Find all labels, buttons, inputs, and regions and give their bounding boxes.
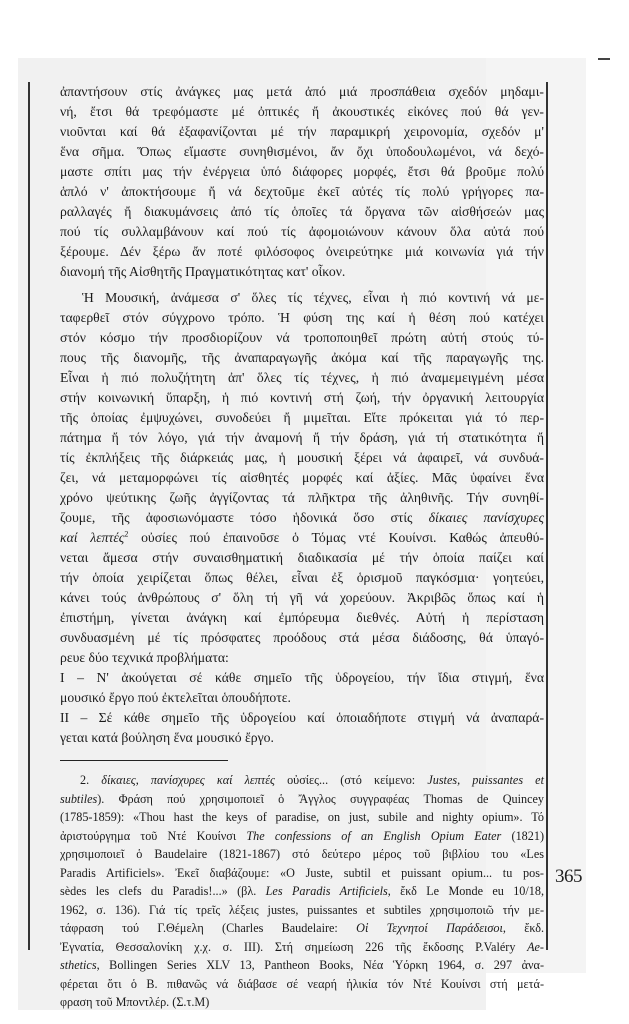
- italic-phrase: καί λεπτές: [60, 530, 125, 545]
- text-run: οὐσίες... (στό κείμενο:: [274, 773, 428, 787]
- problem-2-line: II – Σέ κάθε σημεῖο τῆς ὑδρογείου καί ὁποιαδήποτε στιγμή νά ἀναπαρά-: [60, 710, 544, 725]
- text-run: ζουμε, τῆς ἀφοσιωνόμαστε τόσο ἡδονικά ὅσο στίς: [60, 510, 429, 525]
- text-line: διανομή τῆς Αἰσθητῆς Πραγματικότητας κατ' οἶκον.: [60, 264, 346, 279]
- text-run: τάφραση τού Γ.Θέμελη (Charles Baudelaire:: [60, 921, 357, 935]
- italic-phrase: subtiles: [60, 791, 98, 806]
- text-line: πους τῆς διανομῆς, τῆς ἀναπαραγωγῆς ἀκόμα καί τῆς παραγωγῆς της.: [60, 350, 544, 365]
- footnote-line: [60, 938, 544, 957]
- italic-phrase: δίκαιες πανίσχυρες: [428, 510, 544, 525]
- text-line: ταφερθεῖ στόν σύγχρονο τρόπο. Ἡ φύση της καί ἡ θέση πού κατέχει: [60, 310, 544, 325]
- italic-title: The confessions of an English Opium Eater: [246, 828, 502, 843]
- footnote-line: φραση τοῦ Μποντλέρ. (Σ.τ.Μ): [60, 995, 210, 1009]
- text-line: Ἡ Μουσική, ἀνάμεσα σ' ὅλες τίς τέχνες, εἶναι ἡ πιό κοντινή νά με-: [82, 290, 544, 305]
- footnote-line: [60, 771, 544, 790]
- text-line: μαστε σπίτι μας τήν ἐνέργεια ὑπό διάφορες μορφές, ἔτσι θά βροῦμε πολύ: [60, 164, 544, 179]
- text-line: τήν ὁποία χειρίζεται ὅπως θέλει, εἶναι ἐξ ὁρισμοῦ παγκόσμια· γοητεύει,: [60, 570, 544, 585]
- text-run: sèdes les clefs du Paradis!...» (βλ.: [60, 884, 266, 898]
- right-margin-rule: [546, 82, 548, 950]
- text-line: συνδυασμένη μέ τίς πρόσφατες προόδους στά μέσα διάδοσης, θά ὑπαγό-: [60, 630, 544, 645]
- italic-phrase: δίκαιες, πανίσχυρες καί λεπτές: [101, 773, 275, 787]
- footnote-2: [60, 771, 544, 1012]
- page-number: 365: [555, 866, 582, 887]
- problem-2-line: γεται κατά βούληση ἕνα μουσικό ἔργο.: [60, 730, 274, 745]
- text-line: ραλλαγές ἤ διακυμάνσεις ἀπό τίς ὁποῖες τά ὄργανα τῶν αἰσθήσεών μας: [60, 204, 544, 219]
- scan-mark: [598, 58, 610, 60]
- paragraph-2: [60, 288, 544, 748]
- text-line: στόν κόσμο τήν προσδιορίζουν νά τροποποιηθεῖ πρώτη αὐτή στούς τύ-: [60, 330, 544, 345]
- footnote-line: [60, 827, 544, 846]
- text-line: στήν κοινωνική ὕπαρξη, ἡ πιό κοντινή στή ζωή, τήν ὀργανική λειτουργία: [60, 390, 544, 405]
- text-line: ζει, νά μεταμορφώνει τίς αἰσθητές μορφές καί ἀξίες. Μᾶς ὑφαίνει ἕνα: [60, 470, 544, 485]
- footnote-reference[interactable]: 2: [124, 529, 129, 539]
- text-run: οὐσίες πού ἐπαινοῦσε ὁ Τόμας ντέ Κουίνσι. Καθώς ἀπευθύ-: [128, 530, 544, 545]
- footnote-line: (1785-1859): «Thou hast the keys of paradise, on just, subile and nighty opium». Τό: [60, 810, 544, 824]
- text-line: νεται ἄμεσα στήν συναισθηματική διαδικασία μέ τήν ὁποία παίζει καί: [60, 550, 544, 565]
- footnote-line: χρησιμοποιεῖ ὁ Baudelaire (1821-1867) στό δεύτερο μέρος τοῦ βιβλίου του «Les: [60, 847, 544, 861]
- left-margin-rule: [28, 82, 30, 950]
- italic-phrase: Justes, puissantes et: [427, 773, 544, 787]
- text-line: τίς ἐκπλήξεις τῆς διάρκειάς μας, ἡ μουσική ξέρει νά ἀφαιρεῖ, νά συνδυά-: [60, 450, 544, 465]
- text-line: ἐπιστήμη, γίνεται ἀνάγκη καί ἐμπόρευμα διεθνές. Αὐτή ἡ περίσταση: [60, 610, 544, 625]
- footnote-line: φέρεται ὅτι ὁ Β. πιθανῶς νά διάβασε σέ νεαρή ἡλικία τόν Ντέ Κουίνσι στή μετά-: [60, 976, 544, 991]
- text-line: νιοῦνται καί θά ἐξαφανίζονται μέ τήν παραμικρή χειρονομία, σχεδόν μ': [60, 124, 544, 139]
- text-line: ἀπαντήσουν στίς ἀνάγκες μας μετά ἀπό μιά προσπάθεια σχεδόν μηδαμι-: [60, 84, 544, 99]
- text-line: ἕνα σῆμα. Ὅπως εἴμαστε συνηθισμένοι, ἄν ὄχι ὑποδουλωμένοι, νά δεχό-: [60, 144, 544, 159]
- paragraph-1: [60, 82, 544, 282]
- text-line: [60, 508, 544, 528]
- text-line: κάνει τούς ἀνθρώπους σ' ὅλη τή γῆ νά χορεύουν. Ἀκριβῶς ὅπως καί ἡ: [60, 590, 544, 605]
- text-line: πού τίς συλλαμβάνουν καί πού τίς ἀφομοιώνουν κάνουν ὅλα αὐτά πού: [60, 224, 544, 239]
- footnote-separator: [60, 760, 228, 761]
- text-run: ). Φράση πού χρησιμοποιεῖ ὁ Ἄγγλος συγγραφέας Thomas de Quincey: [97, 791, 544, 806]
- text-line: χρόνο ψεύτικης ζωῆς ἀγγίζοντας τά πλῆκτρα τῆς ἀληθινῆς. Τήν συνηθί-: [60, 490, 544, 505]
- text-run: , Bollingen Series XLV 13, Pantheon Books, Νέα Ὑόρκη 1964, σ. 297 ἀνα-: [96, 958, 544, 972]
- problem-1-line: I – Ν' ἀκούγεται σέ κάθε σημεῖο τῆς ὑδρογείου, τήν ἴδια στιγμή, ἕνα: [60, 670, 544, 685]
- text-line: ἁπλό ν' ἀποκτήσουμε ἤ νά δεχτοῦμε ἐκεῖ αὐτές τίς πολύ γρήγορες πα-: [60, 184, 544, 199]
- problem-1-line: μουσικό ἔργο πού ἐκτελεῖται ὁπουδήποτε.: [60, 690, 291, 705]
- footnote-line: [60, 919, 544, 938]
- italic-title: Ae-: [527, 939, 544, 954]
- text-line: νή, ἔτσι θά τρεφόμαστε μέ ὀπτικές ἤ ἀκουστικές εἰκόνες πού θά γεν-: [60, 104, 544, 119]
- footnote-line: 1962, σ. 136). Γιά τίς τρεῖς λέξεις justes, puissantes et subtiles χρησιμοποιῶ τήν με-: [60, 902, 544, 917]
- italic-title: Οἱ Τεχνητοί Παράδεισοι: [356, 921, 503, 935]
- text-run: Ἐγνατία, Θεσσαλονίκη χ.χ. σ. III). Στή σημείωση 226 τῆς ἔκδοσης P.Valéry: [60, 939, 528, 954]
- italic-title: sthetics: [60, 958, 97, 972]
- text-line: τῆς ὁποίας ἐμψυχώνει, συνοδεύει ἤ μιμεῖται. Εἴτε πρόκειται γιά τό περ-: [60, 410, 544, 425]
- text-line: [60, 528, 544, 548]
- footnote-line: Paradis Artificiels». Ἐκεῖ διαβάζουμε: «O Juste, subtil et puissant opium... tu pos-: [60, 865, 544, 880]
- footnote-line: [60, 882, 544, 901]
- text-line: ξέρουμε. Δέν ξέρω ἄν ποτέ φιλόσοφος ὀνειρεύτηκε μιά κοινωνία γιά τήν: [60, 244, 544, 259]
- footnote-line: [60, 956, 544, 975]
- italic-title: Les Paradis Artificiels: [265, 884, 388, 898]
- footnote-number: 2.: [80, 773, 90, 787]
- text-run: , ἔκδ.: [502, 921, 545, 935]
- text-run: , ἔκδ Le Monde eu 10/18,: [387, 884, 544, 898]
- text-line: Εἶναι ἡ πιό πολυζήτητη ἀπ' ὅλες τίς τέχνες, ἡ πιό ἀναμεμειγμένη μέσα: [60, 370, 544, 385]
- text-line: πάτημα ἤ τόν λόγο, γιά τήν ἀναμονή ἤ τήν δράση, γιά τή στατικότητα ἤ: [60, 430, 544, 445]
- page-body: [60, 82, 544, 1012]
- text-run: (1821): [501, 828, 545, 843]
- text-run: ἀριστούργημα τοῦ Ντέ Κουίνσι: [60, 828, 247, 843]
- text-line: ρευε δύο τεχνικά προβλήματα:: [60, 650, 229, 665]
- footnote-line: [60, 790, 544, 809]
